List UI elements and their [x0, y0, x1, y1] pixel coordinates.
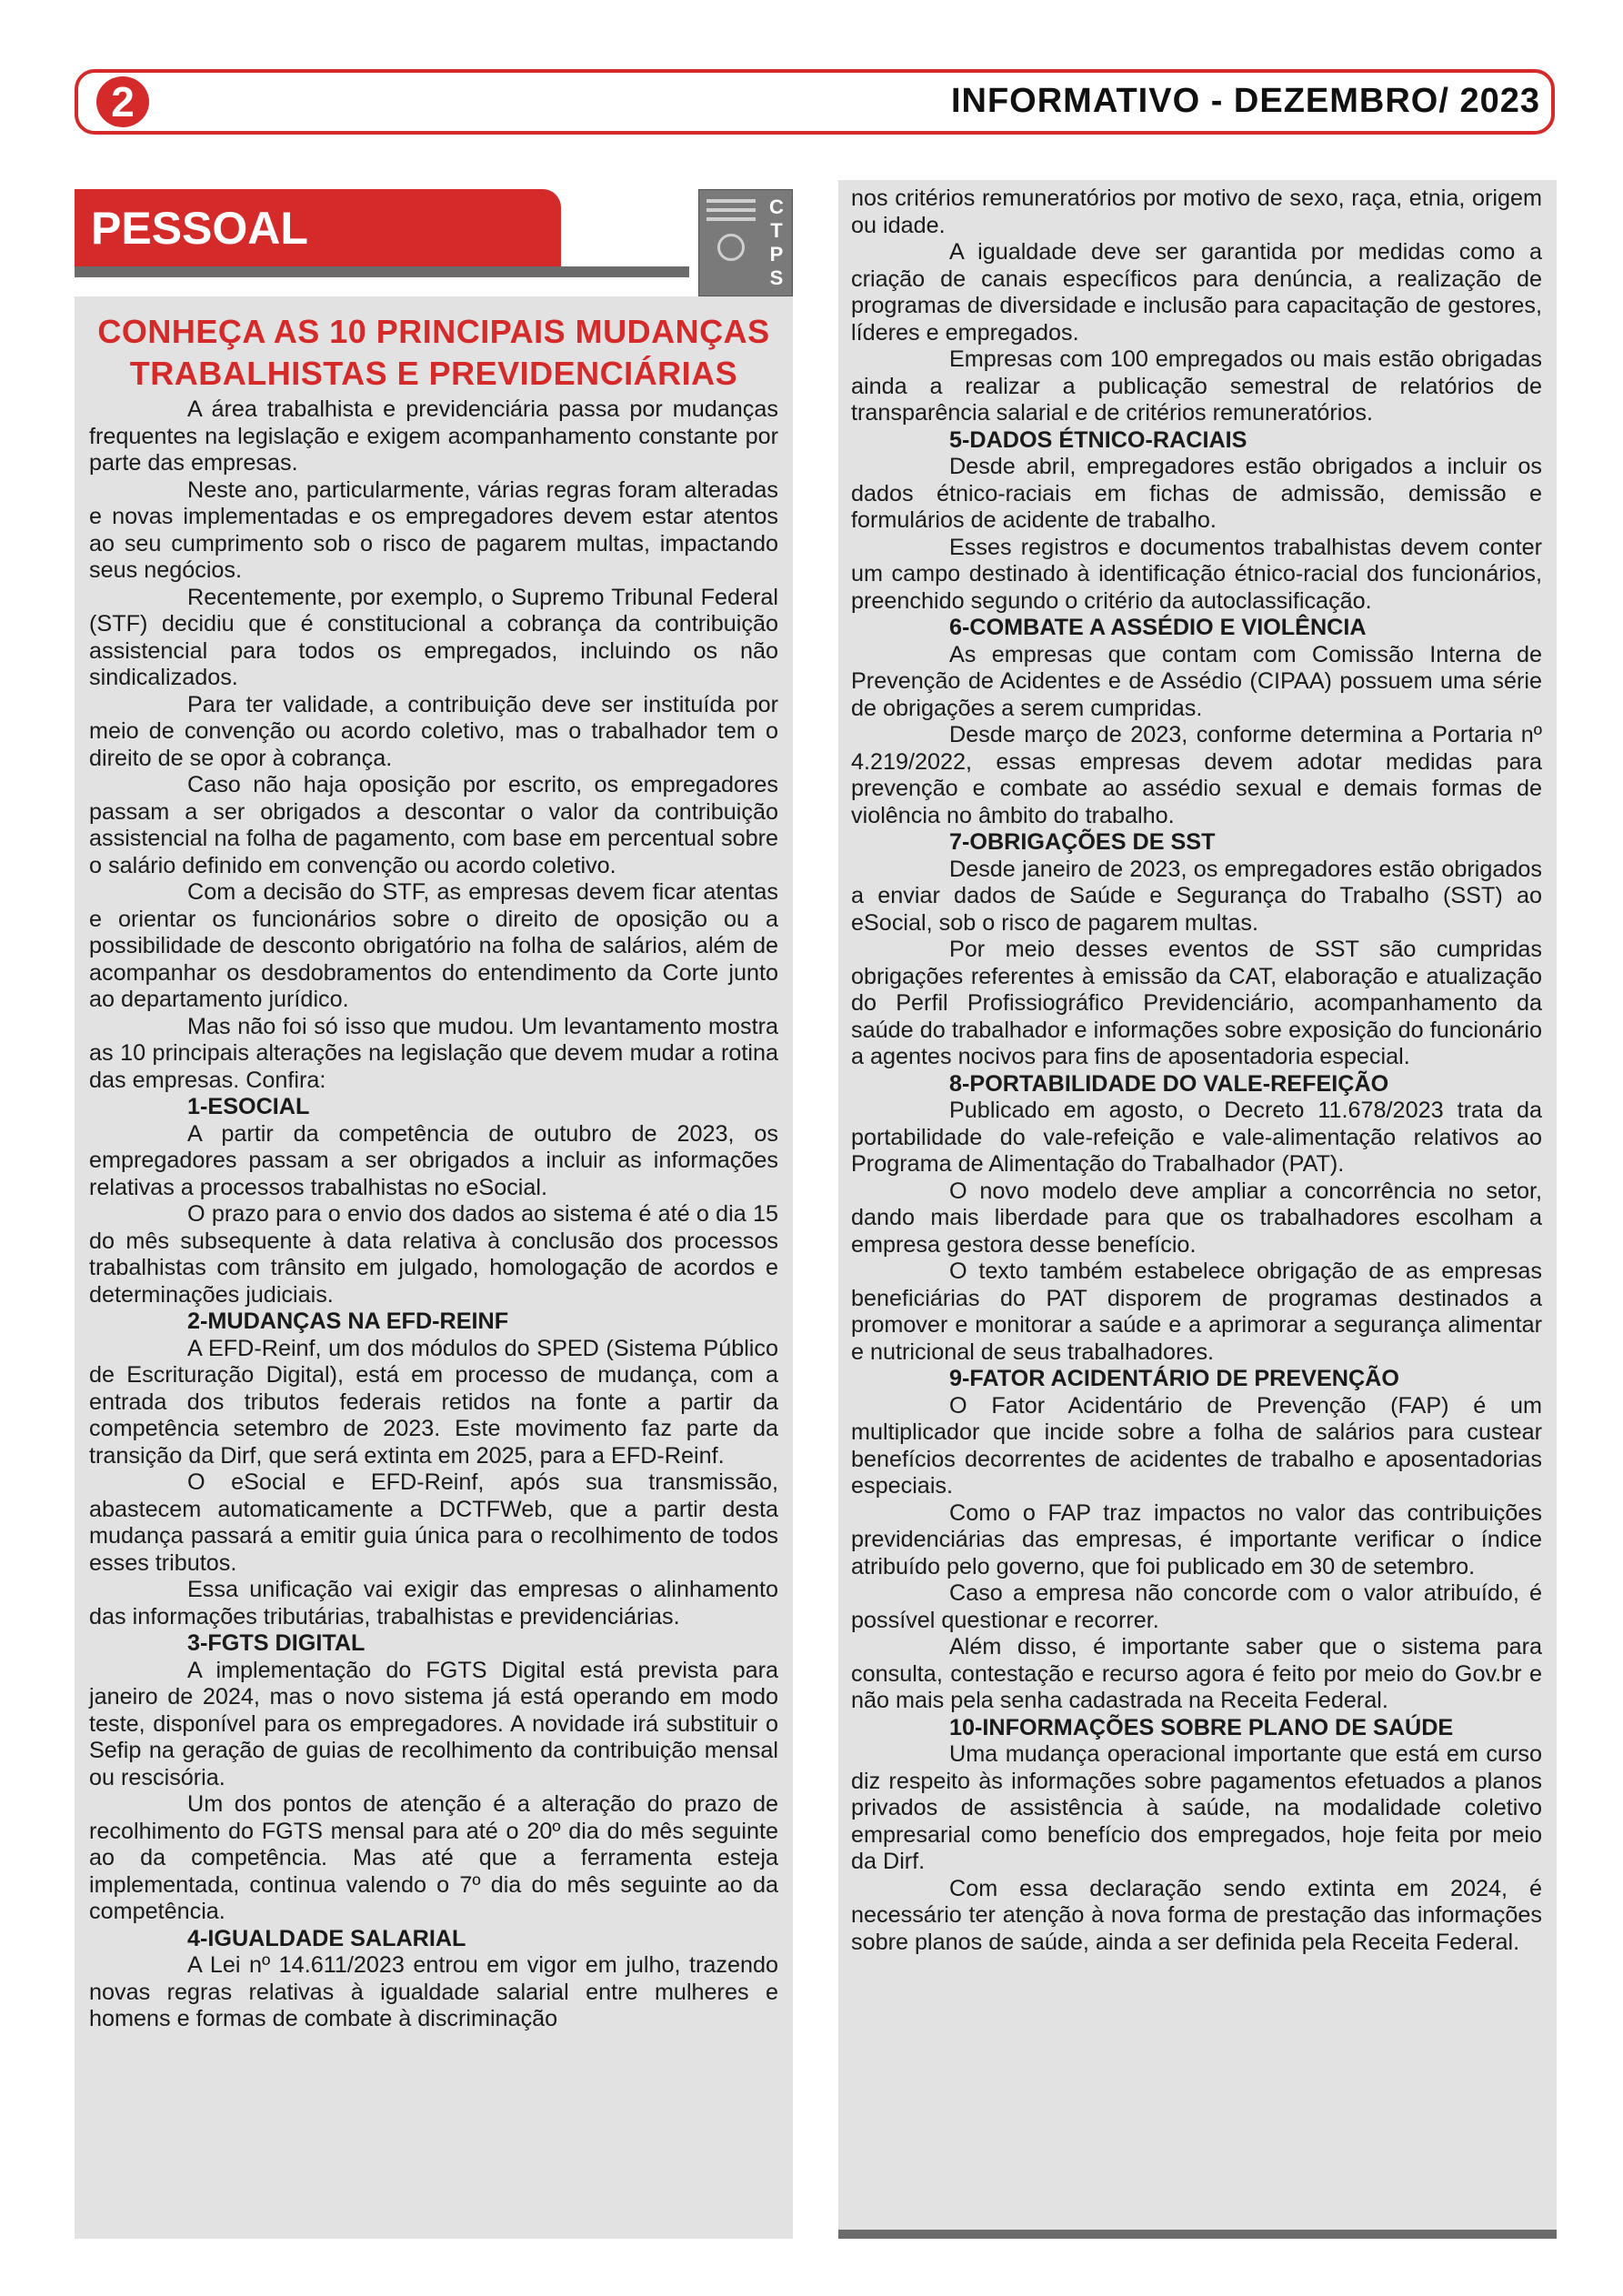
- paragraph: O texto também estabelece obrigação de as empresas beneficiárias do PAT disporem de programas destinados a promover e monitorar a saúde e a aprimorar a segurança alimentar e nutricional de seus trabalhadores.: [851, 1258, 1542, 1365]
- paragraph: Essa unificação vai exigir das empresas o alinhamento das informações tributárias, trabalhistas e previdenciárias.: [89, 1577, 778, 1629]
- article-column-left: [75, 296, 793, 2239]
- article-title: CONHEÇA AS 10 PRINCIPAIS MUDANÇAS TRABALHISTAS E PREVIDENCIÁRIAS: [97, 313, 770, 392]
- section-heading: 8-PORTABILIDADE DO VALE-REFEIÇÃO: [949, 1070, 1389, 1097]
- ctps-letter: T: [770, 219, 783, 242]
- paragraph: Desde abril, empregadores estão obrigados a incluir os dados étnico-raciais em fichas de admissão, demissão e formulários de acidente de trabalho.: [851, 454, 1542, 533]
- article-body-right: [851, 185, 1542, 1956]
- ctps-card-icon: [698, 189, 793, 296]
- article-body-left: [89, 396, 778, 2033]
- paragraph: Desde janeiro de 2023, os empregadores estão obrigados a enviar dados de Saúde e Segurança do Trabalho (SST) ao eSocial, sob o risco de pagarem multas.: [851, 856, 1542, 936]
- paragraph: Esses registros e documentos trabalhistas devem conter um campo destinado à identificação étnico-racial dos funcionários, preenchido segundo o critério da autoclassificação.: [851, 534, 1542, 614]
- article-column-right: [838, 180, 1557, 2239]
- section-tab: [75, 189, 561, 266]
- section-heading: 2-MUDANÇAS NA EFD-REINF: [187, 1308, 509, 1334]
- paragraph: Por meio desses eventos de SST são cumpridas obrigações referentes à emissão da CAT, elaboração e atualização do Perfil Profissiográfico Previdenciário, acompanhamento da saúde do trabalhador e informações sobre exposição do funcionário a agentes nocivos para fins de aposentadoria especial.: [851, 937, 1542, 1069]
- section-heading: 6-COMBATE A ASSÉDIO E VIOLÊNCIA: [949, 615, 1367, 640]
- paragraph: O eSocial e EFD-Reinf, após sua transmissão, abastecem automaticamente a DCTFWeb, que a partir desta mudança passará a emitir guia única para o recolhimento de todos esses tributos.: [89, 1469, 778, 1576]
- paragraph: A área trabalhista e previdenciária passa por mudanças frequentes na legislação e exigem acompanhamento constante por parte das empresas.: [89, 396, 778, 476]
- ctps-text-lines: [706, 199, 756, 226]
- paragraph: A partir da competência de outubro de 2023, os empregadores passam a ser obrigados a incluir as informações relativas a processos trabalhistas no eSocial.: [89, 1120, 778, 1200]
- section-heading: 1-ESOCIAL: [187, 1094, 310, 1119]
- section-label: PESSOAL: [91, 203, 308, 254]
- paragraph: O prazo para o envio dos dados ao sistema é até o dia 15 do mês subsequente à data relativa à conclusão dos processos trabalhistas com trânsito em julgado, homologação de acordos e determinações judiciais.: [89, 1201, 778, 1308]
- paragraph: Neste ano, particularmente, várias regras foram alteradas e novas implementadas e os empregadores devem estar atentos ao seu cumprimento sob o risco de pagarem multas, impactando seus negócios.: [89, 476, 778, 583]
- ctps-letter: S: [769, 266, 784, 289]
- paragraph: Uma mudança operacional importante que está em curso diz respeito às informações sobre pagamentos efetuados a planos privados de assistência à saúde, na modalidade coletivo empresarial como benefício dos empregados, hoje feita por meio da Dirf.: [851, 1741, 1542, 1874]
- paragraph: Um dos pontos de atenção é a alteração do prazo de recolhimento do FGTS mensal para até o 20º dia do mês seguinte ao da competência. Mas até que a ferramenta esteja implementada, continua valendo o 7º dia do mês seguinte ao da competência.: [89, 1791, 778, 1924]
- section-heading: 10-INFORMAÇÕES SOBRE PLANO DE SAÚDE: [949, 1714, 1454, 1740]
- paragraph: A implementação do FGTS Digital está prevista para janeiro de 2024, mas o novo sistema já está operando em modo teste, disponível para os empregadores. A novidade irá substituir o Sefip na geração de guias de recolhimento da contribuição mensal ou rescisória.: [89, 1657, 778, 1790]
- section-heading: 9-FATOR ACIDENTÁRIO DE PREVENÇÃO: [949, 1366, 1399, 1391]
- ctps-letters: [766, 196, 786, 290]
- paragraph: Caso não haja oposição por escrito, os empregadores passam a ser obrigados a descontar o valor da contribuição assistencial na folha de pagamento, com base em percentual sobre o salário definido em convenção ou acordo coletivo.: [89, 772, 778, 878]
- page-header: [75, 69, 1555, 135]
- paragraph: Com a decisão do STF, as empresas devem ficar atentas e orientar os funcionários sobre o direito de oposição ou a possibilidade de desconto obrigatório na folha de salários, além de acompanhar os desdobramentos do entendimento da Corte junto ao departamento jurídico.: [89, 879, 778, 1012]
- paragraph: A EFD-Reinf, um dos módulos do SPED (Sistema Público de Escrituração Digital), está em processo de mudança, com a entrada dos tributos federais retidos na fonte a partir da competência setembro de 2023. Este movimento faz parte da transição da Dirf, que será extinta em 2025, para a EFD-Reinf.: [89, 1335, 778, 1469]
- section-heading: 7-OBRIGAÇÕES DE SST: [949, 829, 1216, 855]
- paragraph: Empresas com 100 empregados ou mais estão obrigadas ainda a realizar a publicação semestral de relatórios de transparência salarial e de critérios remuneratórios.: [851, 346, 1542, 426]
- page-number: 2: [96, 76, 149, 127]
- section-heading: 5-DADOS ÉTNICO-RACIAIS: [949, 426, 1247, 453]
- paragraph: Desde março de 2023, conforme determina a Portaria nº 4.219/2022, essas empresas devem adotar medidas para prevenção e combate ao assédio sexual e demais formas de violência no âmbito do trabalho.: [851, 722, 1542, 828]
- paragraph: nos critérios remuneratórios por motivo de sexo, raça, etnia, origem ou idade.: [851, 185, 1542, 238]
- paragraph: Como o FAP traz impactos no valor das contribuições previdenciárias das empresas, é importante verificar o índice atribuído pelo governo, que foi publicado em 30 de setembro.: [851, 1499, 1542, 1579]
- section-underline: [75, 266, 689, 277]
- paragraph: A Lei nº 14.611/2023 entrou em vigor em julho, trazendo novas regras relativas à igualdade salarial entre mulheres e homens e formas de combate à discriminação: [89, 1952, 778, 2031]
- paragraph: A igualdade deve ser garantida por medidas como a criação de canais específicos para denúncia, a realização de programas de diversidade e inclusão para capacitação de gestores, líderes e empregados.: [851, 239, 1542, 346]
- paragraph: Com essa declaração sendo extinta em 2024, é necessário ter atenção à nova forma de prestação das informações sobre planos de saúde, ainda a ser definida pela Receita Federal.: [851, 1875, 1542, 1955]
- paragraph: Mas não foi só isso que mudou. Um levantamento mostra as 10 principais alterações na legislação que devem mudar a rotina das empresas. Confira:: [89, 1013, 778, 1093]
- ctps-emblem-icon: [717, 234, 745, 261]
- ctps-letter: P: [769, 243, 784, 266]
- paragraph: Publicado em agosto, o Decreto 11.678/2023 trata da portabilidade do vale-refeição e vale-alimentação relativos ao Programa de Alimentação do Trabalhador (PAT).: [851, 1098, 1542, 1177]
- column-bottom-bar: [838, 2230, 1557, 2239]
- paragraph: O Fator Acidentário de Prevenção (FAP) é um multiplicador que incide sobre a folha de salários para custear benefícios decorrentes de acidentes de trabalho e aposentadorias especiais.: [851, 1392, 1542, 1499]
- section-heading: 3-FGTS DIGITAL: [187, 1630, 366, 1656]
- paragraph: Para ter validade, a contribuição deve ser instituída por meio de convenção ou acordo coletivo, mas o trabalhador tem o direito de se opor à cobrança.: [89, 691, 778, 771]
- ctps-letter: C: [769, 196, 784, 218]
- paragraph: As empresas que contam com Comissão Interna de Prevenção de Acidentes e de Assédio (CIPAA) possuem uma série de obrigações a serem cumpridas.: [851, 641, 1542, 721]
- paragraph: O novo modelo deve ampliar a concorrência no setor, dando mais liberdade para que os trabalhadores escolham a empresa gestora desse benefício.: [851, 1178, 1542, 1258]
- paragraph: Caso a empresa não concorde com o valor atribuído, é possível questionar e recorrer.: [851, 1580, 1542, 1633]
- paragraph: Recentemente, por exemplo, o Supremo Tribunal Federal (STF) decidiu que é constitucional a cobrança da contribuição assistencial para todos os empregados, incluindo os não sindicalizados.: [89, 584, 778, 690]
- newsletter-title: INFORMATIVO - DEZEMBRO/ 2023: [950, 82, 1540, 120]
- section-heading: 4-IGUALDADE SALARIAL: [187, 1925, 466, 1951]
- paragraph: Além disso, é importante saber que o sistema para consulta, contestação e recurso agora é feito por meio do Gov.br e não mais pela senha cadastrada na Receita Federal.: [851, 1634, 1542, 1713]
